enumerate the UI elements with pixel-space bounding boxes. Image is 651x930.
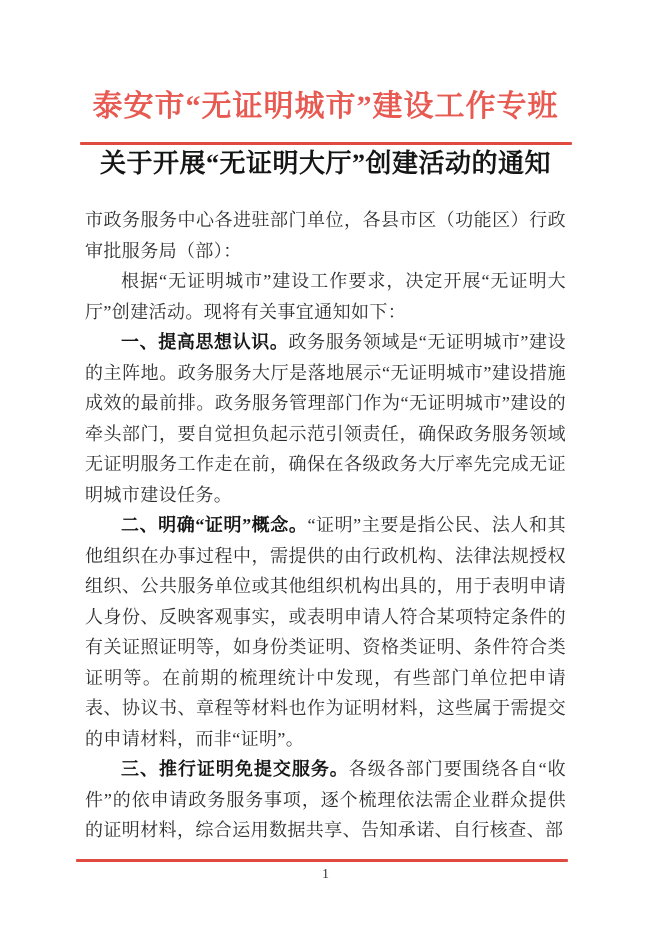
footer-divider — [76, 859, 568, 862]
section-1-paragraph — [85, 327, 566, 510]
document-body — [85, 205, 566, 846]
salutation-paragraph: 市政务服务中心各进驻部门单位，各县市区（功能区）行政审批服务局（部）： — [85, 210, 566, 261]
intro-paragraph: 根据“无证明城市”建设工作要求，决定开展“无证明大厅”创建活动。现将有关事宜通知如下： — [85, 271, 566, 322]
section-3-heading: 三、推行证明免提交服务。 — [121, 759, 349, 779]
section-2-paragraph — [85, 510, 566, 754]
letterhead-divider — [80, 142, 572, 145]
letterhead-org-title: 泰安市“无证明城市”建设工作专班 — [92, 90, 559, 123]
section-3-paragraph — [85, 754, 566, 846]
section-1-heading: 一、提高思想认识。 — [121, 332, 289, 352]
section-2-text: “证明”主要是指公民、法人和其他组织在办事过程中，需提供的由行政机构、法律法规授权组织、公共服务单位或其他组织机构出具的，用于表明申请人身份、反映客观事实，或表明申请人符合某项特定条件的有关证照证明等，如身份类证明、资格类证明、条件符合类证明等。在前期的梳理统计中发现，有些部门单位把申请表、协议书、章程等材料也作为证明材料，这些属于需提交的申请材料，而非“证明”。 — [85, 515, 566, 749]
section-3-text: 各级各部门要围绕各自“收件”的依申请政务服务事项，逐个梳理依法需企业群众提供的证明材料，综合运用数据共享、告知承诺、自行核查、部 — [85, 759, 566, 840]
page-number: 1 — [322, 867, 329, 882]
document-title: 关于开展“无证明大厅”创建活动的通知 — [99, 149, 551, 178]
letterhead — [0, 0, 651, 182]
section-1-text: 政务服务领域是“无证明城市”建设的主阵地。政务服务大厅是落地展示“无证明城市”建设措施成效的最前排。政务服务管理部门作为“无证明城市”建设的牵头部门，要自觉担负起示范引领责任，确保政务服务领域无证明服务工作走在前，确保在各级政务大厅率先完成无证明城市建设任务。 — [85, 332, 566, 505]
section-2-heading: 二、明确“证明”概念。 — [121, 515, 308, 535]
